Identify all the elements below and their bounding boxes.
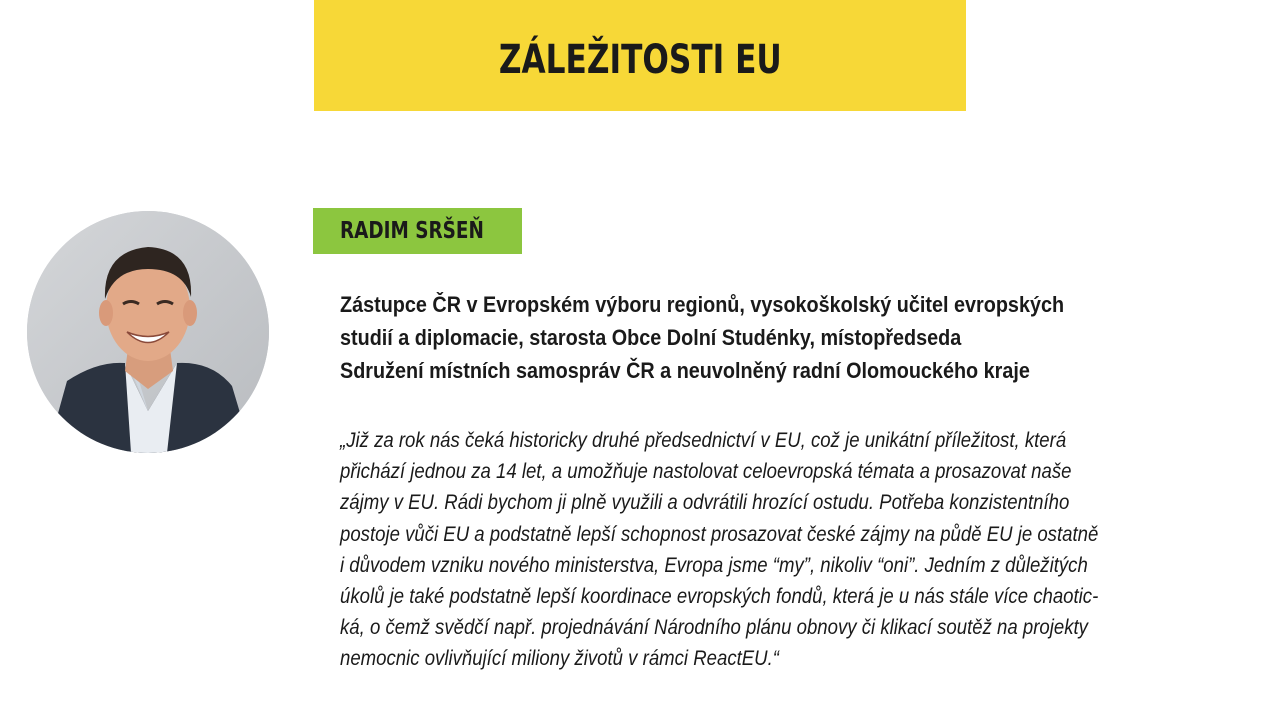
person-role [340,288,1220,387]
quote-line: úkolů je také podstatně lepší koordinace evropských fondů, která je u nás stále více chaotic- [340,585,1099,609]
role-line: Sdružení místních samospráv ČR a neuvolněný radní Olomouckého kraje [340,358,1030,383]
quote-line: „Již za rok nás čeká historicky druhé předsednictví v EU, což je unikátní příležitost, která [340,429,1067,452]
quote-line: nemocnic ovlivňující miliony životů v rámci ReactEU.“ [340,647,779,671]
role-line: studií a diplomacie, starosta Obce Dolní Studénky, místopředseda [340,325,962,350]
quote-text [340,425,1252,675]
role-line: Zástupce ČR v Evropském výboru regionů, vysokoškolský učitel evropských [340,292,1065,317]
section-title: ZÁLEŽITOSTI EU [498,36,782,83]
quote-line: ká, o čemž svědčí např. projednávání Národního plánu obnovy či klikací soutěž na projekty [340,616,1088,640]
portrait-photo [27,211,269,453]
name-tag [313,208,522,254]
quote-line: zájmy v EU. Rádi bychom ji plně využili a odvrátili hrozící ostudu. Potřeba konzistentního [340,491,1070,515]
person-name: RADIM SRŠEŇ [340,218,484,244]
section-banner [314,0,966,111]
quote-line: postoje vůči EU a podstatně lepší schopnost prosazovat české zájmy na půdě EU je ostatně [340,522,1099,546]
quote-line: i důvodem vzniku nového ministerstva, Evropa jsme “my”, nikoliv “oni”. Jedním z důležitých [340,553,1088,577]
quote-line: přichází jednou za 14 let, a umožňuje nastolovat celoevropská témata a prosazovat naše [340,460,1072,484]
